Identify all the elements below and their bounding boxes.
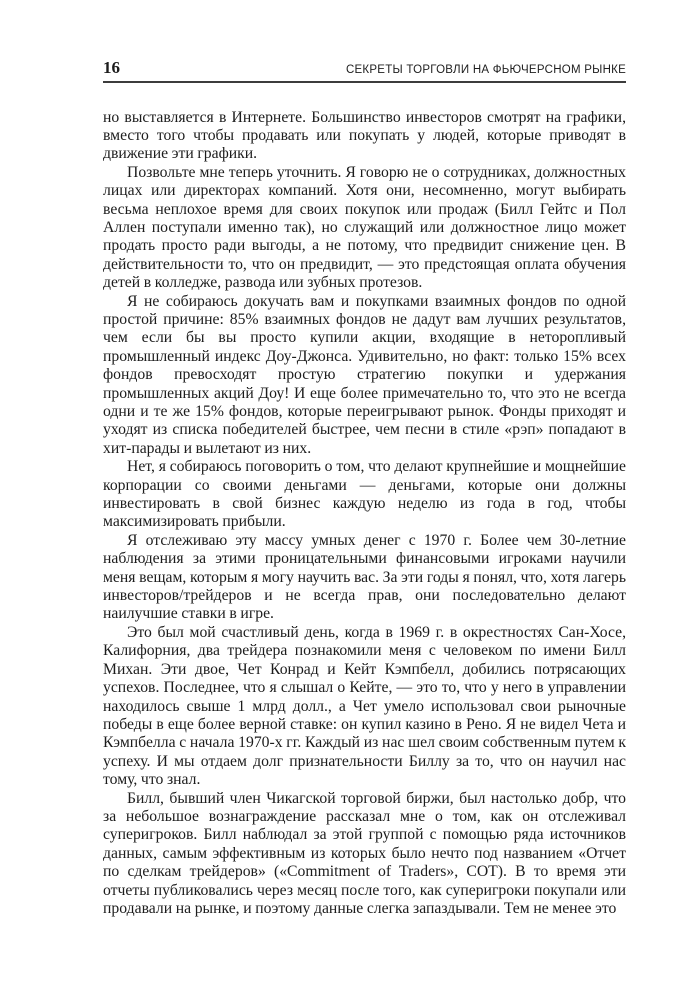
body-text [103, 109, 626, 919]
paragraph: Я не собираюсь докучать вам и покупками взаимных фондов по одной простой причине: 85% взаимных фондов не дадут вам лучших результатов, чем если бы вы просто купили акции, входящие в неторопливый промышленный индекс Доу-Джонса. Удивительно, но факт: только 15% всех фондов превосходят простую стратегию покупки и удержания промышленных акций Доу! И еще более примечательно то, что это не всегда одни и те же 15% фондов, которые переигрывают рынок. Фонды приходят и уходят из списка победителей быстрее, чем песни в стиле «рэп» попадают в хит-парады и вылетают из них. [103, 292, 626, 457]
paragraph: Нет, я собираюсь поговорить о том, что делают крупнейшие и мощнейшие корпорации со своими деньгами — деньгами, которые они должны инвестировать в свой бизнес каждую неделю из года в год, чтобы максимизировать прибыли. [103, 458, 626, 531]
paragraph: но выставляется в Интернете. Большинство инвесторов смотрят на графики, вместо того чтобы продавать или покупать у людей, которые приводят в движение эти графики. [103, 108, 626, 163]
paragraph: Билл, бывший член Чикагской торговой биржи, был настолько добр, что за небольшое вознаграждение рассказал мне о том, как он отслеживал суперигроков. Билл наблюдал за этой группой с помощью ряда источников данных, самым эффективным из которых было нечто под названием «Отчет по сделкам трейдеров» («Commitment of Traders», COT). В то время эти отчеты публиковались через месяц после того, как суперигроки покупали или продавали на рынке, и поэтому данные слегка запаздывали. Тем не менее это [103, 789, 626, 917]
page-header [103, 0, 626, 83]
paragraph: Я отслеживаю эту массу умных денег с 1970 г. Более чем 30-летние наблюдения за этими проницательными финансовыми игроками научили меня вещам, которым я могу научить вас. За эти годы я понял, что, хотя лагерь инвесторов/трейдеров и не всегда прав, они последовательно делают наилучшие ставки в игре. [103, 531, 626, 623]
running-title: СЕКРЕТЫ ТОРГОВЛИ НА ФЬЮЧЕРСНОМ РЫНКЕ [345, 64, 626, 76]
paragraph: Позвольте мне теперь уточнить. Я говорю не о сотрудниках, должностных лицах или директорах компаний. Хотя они, несомненно, могут выбирать весьма неплохое время для своих покупок или продаж (Билл Гейтс и Пол Аллен поступали именно так), но служащий или должностное лицо может продать просто ради выгоды, а не потому, что предвидит снижение цен. В действительности то, что он предвидит, — это предстоящая оплата обучения детей в колледже, развода или зубных протезов. [103, 163, 626, 292]
page-number: 16 [103, 58, 120, 77]
page-content [103, 0, 626, 918]
paragraph: Это был мой счастливый день, когда в 1969 г. в окрестностях Сан-Хосе, Калифорния, два трейдера познакомили меня с человеком по имени Билл Михан. Эти двое, Чет Конрад и Кейт Кэмпбелл, добились потрясающих успехов. Последнее, что я слышал о Кейте, — это то, что у него в управлении находилось свыше 1 млрд долл., а Чет умело использовал свои рыночные победы в еще более верной ставке: он купил казино в Рено. Я не видел Чета и Кэмпбелла с начала 1970-х гг. Каждый из нас шел своим собственным путем к успеху. И мы отдаем долг признательности Биллу за то, что он научил нас тому, что знал. [103, 623, 626, 789]
